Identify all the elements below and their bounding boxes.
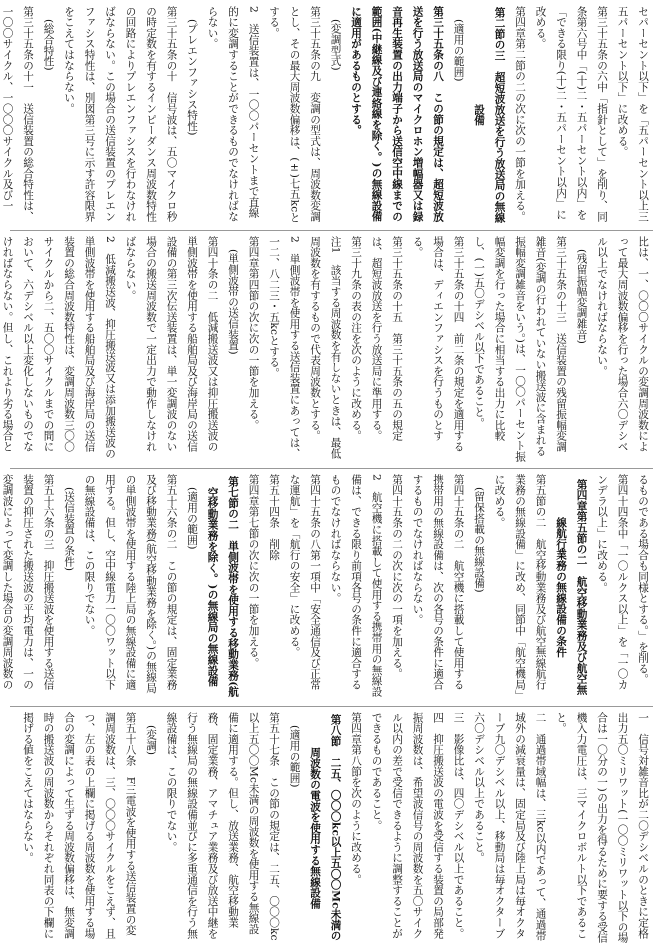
paragraph: (変調) bbox=[145, 724, 157, 755]
paragraph: 第三十五条の六中「指針として」を削り、同条第六号中「(十)二・五パーセント以内」を「できる限り(十)二・五パーセント以内」に改める。 bbox=[534, 6, 608, 222]
paragraph: 第五十四条 削除 bbox=[268, 474, 280, 561]
paragraph: 第四章第二節の二の次に次の一節を加える。 bbox=[514, 6, 526, 222]
paragraph: 第三十九条の表の注を次のように改める。 bbox=[350, 236, 362, 442]
text-tier-3 bbox=[1, 474, 653, 700]
paragraph: 四 抑圧搬送波の電波を受信する装置の局部発振周波数は、希望波信号の周波数を五〇サイクル以内の差で受信できるように調整することができるものであること。 bbox=[370, 712, 444, 939]
paragraph: 第四章第五節の二 航空移動業務及び航空無線航行業務の無線設備の条件 bbox=[555, 479, 588, 695]
text-tier-2 bbox=[1, 236, 653, 462]
paragraph: 第五十六条の二 この節の規定は、固定業務及び移動業務(航空移動業務を除く。)の無線局の単側波帯を使用する陸上局の無線設備に適用する。但し、空中線電力一〇〇ワット以下の無線設備は、この限りでない。 bbox=[83, 474, 178, 694]
paragraph: 第五十六条の三 抑圧搬送波を使用する送信装置の抑圧された搬送波の平均電力は、一の変調波によって変調した場合の変調周波数の bbox=[1, 474, 55, 690]
paragraph: (適用の範囲) bbox=[452, 18, 465, 82]
paragraph: 第三十五条の八 この節の規定は、超短波放送を行う放送局のマイクロホン増幅器又は録音再生装置の出力端子から送信空中線までの範囲(中継線及び連絡線を除く。)の無線設備に適用があるものとする。 bbox=[350, 6, 444, 222]
paragraph: セパーセント以下」を「五パーセント以上三五パーセント以下」に改める。 bbox=[616, 6, 649, 222]
paragraph: (適用の範囲) bbox=[186, 486, 198, 550]
tier-divider bbox=[10, 468, 653, 469]
paragraph: 2 送信装置は、一〇〇パーセントまで直線的に変調することができるものでなければならない。 bbox=[206, 6, 260, 222]
paragraph: (適用の範囲) bbox=[288, 724, 301, 788]
paragraph: 第四章第八節を次のように改める。 bbox=[350, 712, 362, 885]
paragraph: (総合特性) bbox=[42, 18, 55, 71]
paragraph: 第二節の三 超短波放送を行う放送局の無線設備 bbox=[473, 7, 506, 223]
paragraph: 第三十五条の十五 第三十五条の五の規定は、超短波放送を行う放送局に準用する。 bbox=[370, 236, 403, 442]
paragraph: (残留振幅変調雑音) bbox=[575, 248, 588, 344]
paragraph: 第五十八条 F三電波を使用する送信装置の変調周波数は、三、〇〇〇サイクルをこえず、且つ、左の表の上欄に掲げる周波数を使用する場合の変調によって生ずる周波数偏移は、無変調時の搬送波の周波数からそれぞれ同表の下欄に掲げる値をこえてはならない。 bbox=[22, 712, 137, 939]
paragraph: 第四十五条の二の次に次の一項を加える。 bbox=[391, 474, 403, 680]
paragraph: 第四章第七節の次に次の一節を加える。 bbox=[247, 474, 260, 669]
paragraph: 第五十七条 この節の規定は、二五、〇〇〇kc以上五〇〇Mc未満の周波数を使用する無線設備に適用する。但し、放送業務、航空移動業務、固定業務、アマチュア業務及び放送中継を行う無線局の無線設備並びに多重通信を行う無線設備は、この限りでない。 bbox=[165, 712, 280, 941]
paragraph: 第四十条の二 低減搬送波又は抑圧搬送波の単側波帯を使用する船舶局及び海岸局の送信設備の第三次伝送装置は、単一変調波のない場合の搬送周波数で一定出力で動作しなければならない。 bbox=[124, 236, 219, 452]
paragraph: 第三十五条の九 変調の型式は、周波数変調とし、その最大周波数偏移は、(±)七五kcとする。 bbox=[268, 6, 321, 224]
paragraph: (変調型式) bbox=[329, 18, 342, 71]
paragraph: (送信装置の条件) bbox=[63, 486, 75, 571]
paragraph: 2 単側波帯を使用する送信装置にあっては、一二、八二三・五kcとする。 bbox=[268, 236, 301, 459]
paragraph: 第三十五条の十一 送信装置の総合特性は、一〇〇サイクル、一〇〇〇サイクル及び一 bbox=[1, 6, 34, 222]
tier-divider bbox=[10, 706, 653, 707]
paragraph: 第三十五条の十 信号波は、五〇マイクロ秒の時定数を有するインピーダンス周波数特性の回路によりプレエンファシスを行わなければならない。この場合の送信装置のプレエンファシス特性は、別図第三号に示す許容限界をこえてはならない。 bbox=[63, 6, 178, 222]
paragraph: 二 通過帯域幅は、三kc以内であって、通過帯域外の減衰量は、固定局及び陸上局は毎オクターブ九〇デシベル以上、移動局は毎オクターブ六〇デシベル以上であること。 bbox=[473, 712, 547, 941]
paragraph: 第三十五条の十四 前二条の規定を適用する場合は、ディエンファシスを行うものとする。 bbox=[411, 236, 465, 452]
paragraph: 注1 該当する周波数を有しないときは、最低周波数を有するもので代表周波数とする。 bbox=[309, 236, 342, 459]
paragraph: 第五節の二 航空移動業務及び航空無線航行業務の無線設備」に改め、同節中「航空機局」に改める。 bbox=[493, 474, 547, 696]
paragraph: (単側波帯の送信装置) bbox=[227, 248, 239, 355]
paragraph: (プレエンファシス特性) bbox=[186, 18, 198, 136]
paragraph: 三 影像比は、四〇デシベル以上であること。 bbox=[452, 712, 465, 939]
paragraph: 2 低減搬送波、抑圧搬送波又は添加搬送波の単側波帯を使用する船舶局及び海岸局の送信装置の総合周波数特性は、変調周波数三〇〇サイクルから二、五〇〇サイクルまでの間において、六デシベル以上変化しないものでなければならない。但し、これより劣る場合と bbox=[1, 236, 116, 459]
paragraph: 第八節 二五、〇〇〇kc以上五〇〇Mc未満の周波数の電波を使用する無線設備 bbox=[309, 714, 342, 942]
paragraph: るものである場合も同様とする。」を削る。 bbox=[637, 474, 649, 685]
paragraph: 第七節の二 単側波帯を使用する移動業務(航空移動業務を除く。)の無線局の無線設備 bbox=[206, 476, 239, 698]
paragraph: 第三十五条の十三 送信装置の残留振幅変調雑音(変調の行われていない搬送波に含まれる振幅変調雑音をいう。)は、一〇〇パーセント振幅変調を行った場合に相当する出力に比較し、(一)五〇デシベル以下であること。 bbox=[473, 236, 567, 462]
paragraph: 2 航空機に搭載して使用する携帯用の無線設備は、できる限り前項各号の条件に適合するものでなければならない。 bbox=[329, 474, 383, 697]
paragraph: 第四十五条の二 航空機に搭載して使用する携帯用の無線設備は、次の各号の条件に適合するものでなければならない。 bbox=[411, 474, 465, 690]
paragraph: (留保搭載の無線設備) bbox=[473, 486, 485, 593]
paragraph: 第四十五条の八第一項中「安全通信及び正常な運航」を「航行の安全」に改める。 bbox=[288, 474, 321, 690]
paragraph: 一 信号対雑音比が二〇デシベルのときに定格出力五〇ミリワット(一〇〇ミリワット以下の場合は一〇分の一)の出力を得るために要する受信機入力電圧は、三マイクロボルト以下であること。 bbox=[555, 712, 649, 944]
paragraph: 第四章第四節の次に次の一節を加える。 bbox=[247, 236, 260, 431]
paragraph: 比は、一、〇〇〇サイクルの変調周波数によって最大周波数偏移を行った場合六〇デシベル以上でなければならない。 bbox=[596, 236, 649, 452]
text-tier-1 bbox=[1, 6, 653, 224]
text-tier-4 bbox=[10, 712, 653, 944]
paragraph: 第四十四条中「一〇ルクス以上」を「一〇カンデラ以上」に改める。 bbox=[596, 474, 629, 690]
tier-divider bbox=[10, 230, 653, 231]
